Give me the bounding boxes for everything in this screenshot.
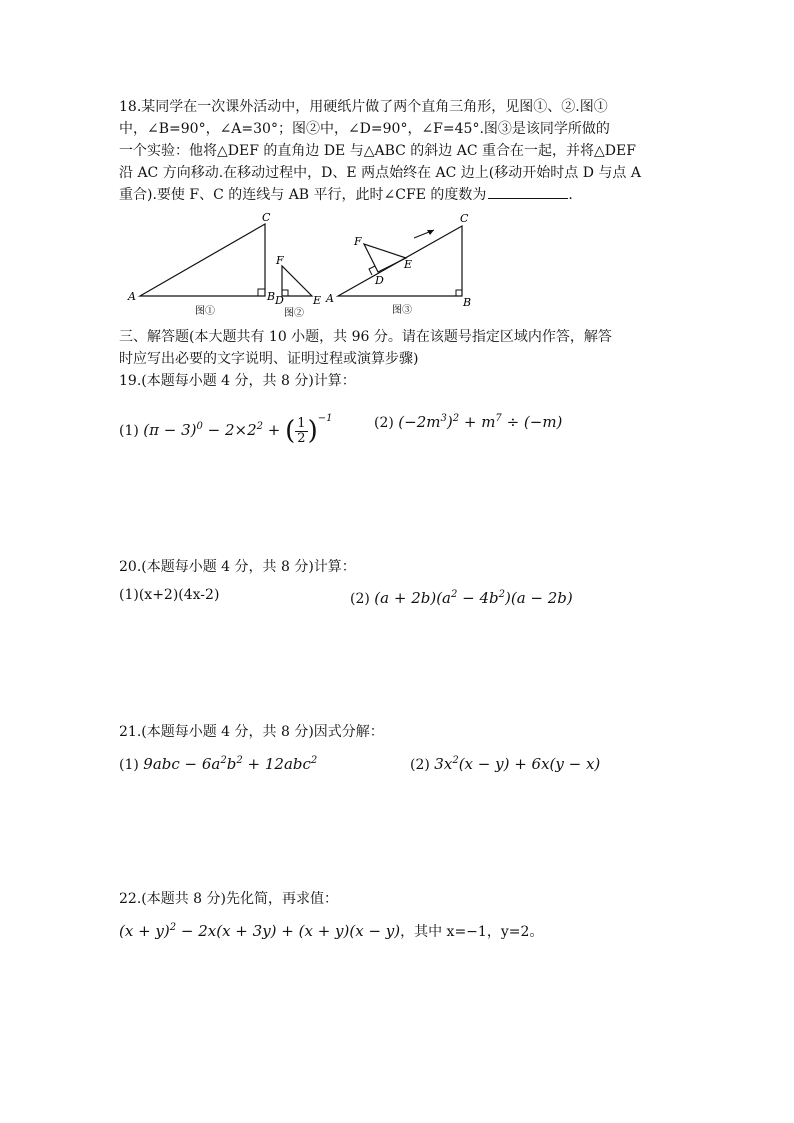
q22-tail: ，其中 x=−1，y=2。 <box>400 924 544 940</box>
q19-header: 19.(本题每小题 4 分，共 8 分)计算： <box>119 373 356 389</box>
q20-part-1: (1)(x+2)(4x-2) <box>119 587 220 603</box>
q21-p1-exp-a: 2 <box>220 755 227 766</box>
fig3-label-f: F <box>354 235 362 248</box>
q19-part-2 <box>374 408 562 434</box>
q20-p2-c: )(a − 2b) <box>505 589 573 607</box>
q22-b: − 2x(x + 3y) + (x + y)(x − y) <box>176 922 401 940</box>
q18-line-4: 沿 AC 方向移动.在移动过程中，D、E 两点始终在 AC 边上(移动开始时点 D 与点 A <box>119 165 641 181</box>
fig1-label-c: C <box>262 211 271 224</box>
q22-exp: 2 <box>169 922 177 933</box>
q20-header: 20.(本题每小题 4 分，共 8 分)计算： <box>119 559 356 575</box>
q21-p1-exp-b: 2 <box>236 755 243 766</box>
fraction-numerator: 1 <box>297 415 306 431</box>
fig3-label-b: B <box>463 296 472 309</box>
q19-part-2-label: (2) <box>374 415 394 431</box>
q20-part-2 <box>350 584 573 610</box>
q19-part-1-label: (1) <box>119 423 139 439</box>
figure-3-combined <box>325 212 471 316</box>
q21-part-2 <box>410 750 600 776</box>
q18-line-1: 18.某同学在一次课外活动中，用硬纸片做了两个直角三角形，见图①、②.图① <box>119 99 608 115</box>
q20-part-2-label: (2) <box>350 591 370 607</box>
fig3-label-a: A <box>326 292 334 305</box>
section-3-title-line-2: 时应写出必要的文字说明、证明过程或演算步骤) <box>119 351 419 367</box>
q18-figures <box>120 210 500 320</box>
q20-p2-exp-a: 2 <box>451 589 458 600</box>
q21-part-2-label: (2) <box>410 757 430 773</box>
q19-p1-c: + <box>263 421 286 439</box>
q18-line-5-text: 重合).要使 F、C 的连线与 AB 平行，此时∠CFE 的度数为 <box>119 187 487 203</box>
figure-1-triangle-abc <box>127 211 275 317</box>
q19-p2-c: + m <box>459 413 496 431</box>
q19-part-2-expr <box>398 413 562 431</box>
q18-line-5 <box>119 184 679 206</box>
q18-line-2: 中，∠B=90°，∠A=30°；图②中，∠D=90°，∠F=45°.图③是该同学所做的 <box>119 121 610 137</box>
q19-p1-expneg1: −1 <box>317 413 333 424</box>
q19-p1-fraction <box>295 417 307 446</box>
q22-a: (x + y) <box>119 922 170 940</box>
q19-p2-exp7: 7 <box>495 413 502 424</box>
fig2-label-f: F <box>276 254 284 267</box>
q21-p2-b: (x − y) + 6x(y − x) <box>458 755 601 773</box>
fig3-label-c: C <box>460 212 469 225</box>
q18-line-3: 一个实验：他将△DEF 的直角边 DE 与△ABC 的斜边 AC 重合在一起，并将△DEF <box>119 143 636 159</box>
q19-p2-b: ) <box>446 413 453 431</box>
q20-part-2-expr <box>374 589 572 607</box>
fig3-caption: 图③ <box>392 305 412 316</box>
q19-p2-d: ÷ (−m) <box>501 413 563 431</box>
q21-p1-c: + 12abc <box>242 755 311 773</box>
fig1-label-b: B <box>267 290 276 303</box>
q19-p2-exp2: 2 <box>452 413 460 424</box>
q20-p2-a: (a + 2b)(a <box>374 589 451 607</box>
q21-part-1 <box>119 750 317 776</box>
q21-part-1-label: (1) <box>119 757 139 773</box>
q21-header: 21.(本题每小题 4 分，共 8 分)因式分解： <box>119 724 384 740</box>
q22-expression <box>119 917 543 943</box>
q20-p2-exp-b: 2 <box>498 589 505 600</box>
q21-p2-exp: 2 <box>452 755 459 766</box>
q19-p1-a: (π − 3) <box>143 421 197 439</box>
q21-p1-a: 9abc − 6a <box>143 755 221 773</box>
answer-blank[interactable] <box>488 184 568 199</box>
q21-p1-exp-c: 2 <box>310 755 318 766</box>
q21-part-1-expr <box>143 755 317 773</box>
section-3-title-line-1: 三、解答题(本大题共有 10 小题，共 96 分。请在该题号指定区域内作答，解答 <box>119 329 612 345</box>
fig2-label-d: D <box>275 294 284 307</box>
figure-2-triangle-def <box>274 254 321 319</box>
q22-header: 22.(本题共 8 分)先化简，再求值： <box>119 891 338 907</box>
fig3-label-d: D <box>375 274 384 287</box>
fraction-denominator: 2 <box>297 430 306 446</box>
fig1-label-a: A <box>128 290 136 303</box>
q19-p1-b: − 2×2 <box>202 421 257 439</box>
fig2-label-e: E <box>313 294 322 307</box>
q19-p1-exp2: 2 <box>256 421 264 432</box>
q19-p2-a: (−2m <box>398 413 441 431</box>
q19-part-1-expr: $(\pi - 3)^0 - 2\times 2^2$ + ( $\frac{1}{2}$ )$^{-1}$ <box>143 413 333 446</box>
q21-p2-a: 3x <box>434 755 453 773</box>
fig1-caption: 图① <box>195 306 215 317</box>
q19-p1-exp0: 0 <box>196 421 203 432</box>
q22-expr <box>119 922 400 940</box>
fig3-label-e: E <box>404 258 413 271</box>
q18-period: . <box>568 187 573 203</box>
q19-part-1 <box>119 402 332 448</box>
fig2-caption: 图② <box>284 308 304 319</box>
q21-p1-b: b <box>226 755 237 773</box>
q21-part-2-expr <box>434 755 600 773</box>
q20-p2-b: − 4b <box>457 589 499 607</box>
q19-p2-exp3: 3 <box>440 413 447 424</box>
